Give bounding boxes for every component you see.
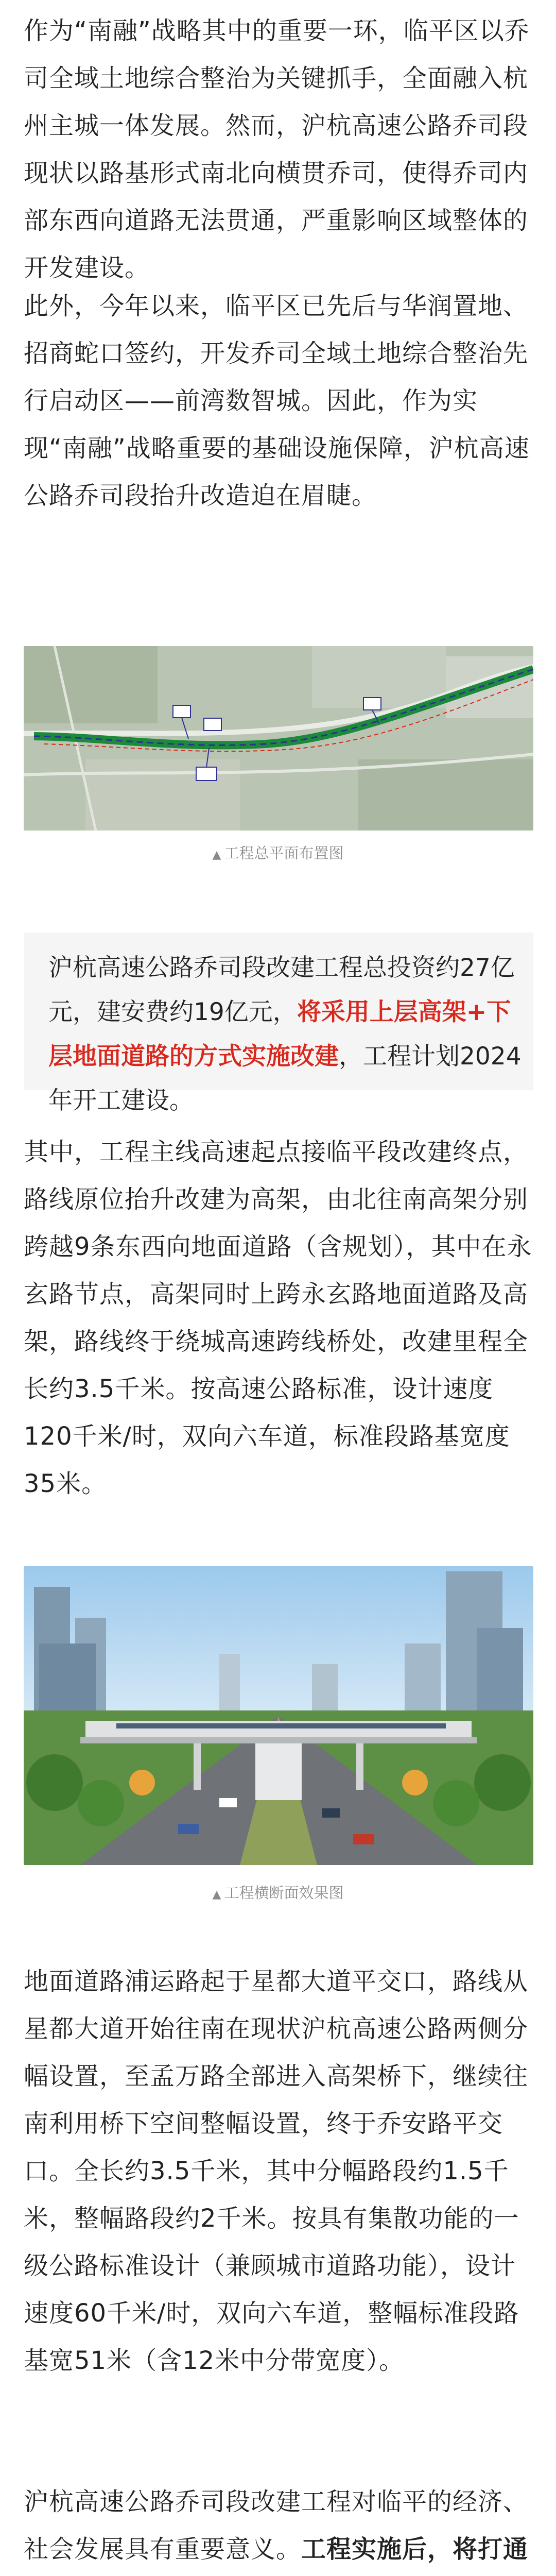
significance-bold: 工程实施后，将打通 — [301, 2535, 529, 2564]
paragraph-ground-road: 地面道路浦运路起于星都大道平交口，路线从星都大道开始往南在现状沪杭高速公路两侧分幅设置，至孟万路全部进入高架桥下，继续往南利用桥下空间整幅设置，终于乔安路平交口。全长约3.5千米，其中分幅路段约1.5千米，整幅路段约2千米。按具有集散功能的一级公路标准设计（兼顾城市道路功能），设计速度60千米/时，双向六车道，整幅标准段路基宽51米（含12米中分带宽度）。 — [24, 1967, 529, 2375]
cross-section-image — [24, 1566, 533, 1865]
paragraph-background: 此外，今年以来，临平区已先后与华润置地、招商蛇口签约，开发乔司全域土地综合整治先行启动区——前湾数智城。因此，作为实现“南融”战略重要的基础设施保障，沪杭高速公路乔司段抬升改造迫在眉睫。 — [24, 292, 530, 510]
cross-section-caption — [0, 1882, 556, 1903]
plan-layout-caption-text: 工程总平面布置图 — [224, 844, 344, 862]
paragraph-intro: 作为“南融”战略其中的重要一环，临平区以乔司全域土地综合整治为关键抓手，全面融入杭州主城一体发展。然而，沪杭高速公路乔司段现状以路基形式南北向横贯乔司，使得乔司内部东西向道路无法贯通，严重影响区域整体的开发建设。 — [24, 16, 530, 282]
caption-triangle-icon: ▲ — [212, 849, 221, 861]
callout-text-highlight: 将采用上层高架+下层地面道路的方式实施改建 — [48, 998, 511, 1071]
plan-layout-image — [24, 646, 533, 831]
callout-text — [48, 946, 522, 1123]
paragraph-mainline: 其中，工程主线高速起点接临平段改建终点，路线原位抬升改建为高架，由北往南高架分别跨越9条东西向地面道路（含规划），其中在永玄路节点，高架同时上跨永玄路地面道路及高架，路线终于绕城高速跨线桥处，改建里程全长约3.5千米。按高速公路标准，设计速度120千米/时，双向六车道，标准段路基宽度35米。 — [24, 1138, 532, 1498]
callout-text-plain: 沪杭高速公路乔司段改建工程总投资约27亿元，建安费约19亿元， — [48, 954, 515, 1026]
callout-text-end: ，工程计划2024年开工建设。 — [48, 1042, 522, 1115]
cross-section-render — [24, 1566, 533, 1865]
significance-plain: 沪杭高速公路乔司段改建工程对临平的经济、社会发展具有重要意义。 — [24, 2487, 529, 2564]
caption-triangle-icon: ▲ — [212, 1888, 221, 1901]
paragraph-significance — [24, 2478, 533, 2576]
investment-callout — [24, 933, 533, 1115]
cross-section-caption-text: 工程横断面效果图 — [224, 1884, 344, 1902]
plan-layout-map — [24, 646, 533, 831]
plan-layout-caption — [0, 842, 556, 863]
